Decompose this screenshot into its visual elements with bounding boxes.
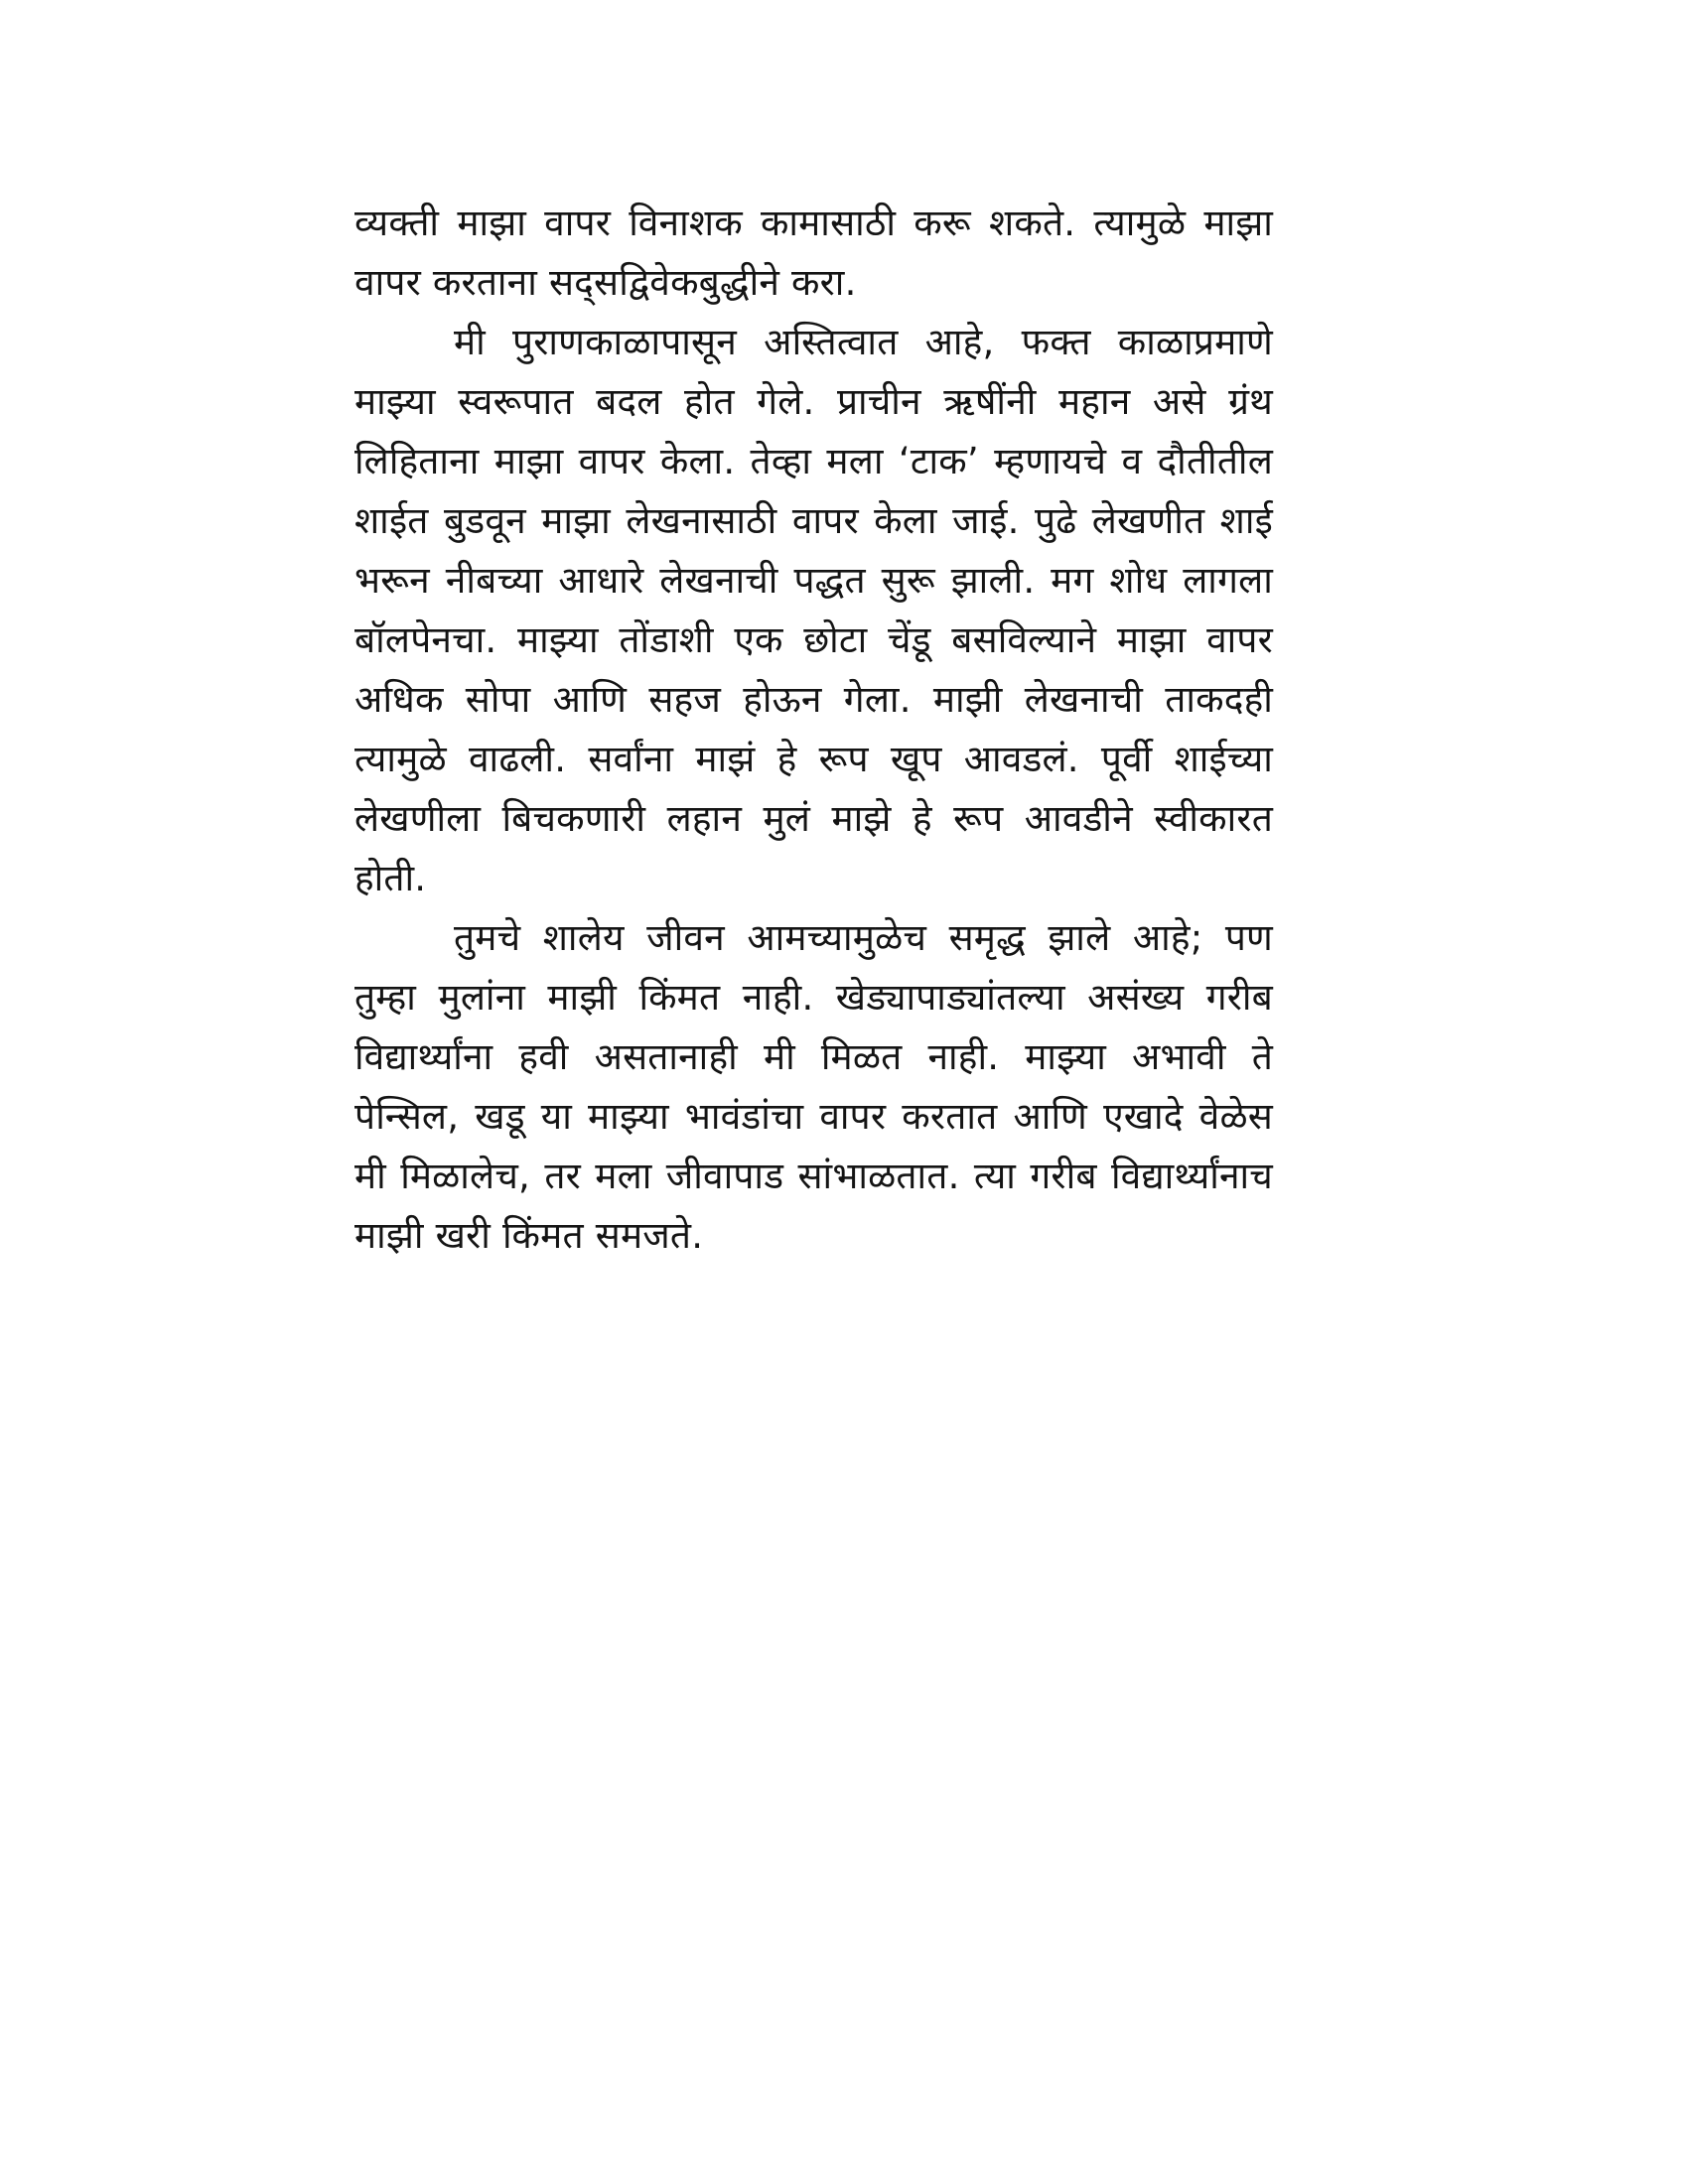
paragraph-3: तुमचे शालेय जीवन आमच्यामुळेच समृद्ध झाले आहे; पण तुम्हा मुलांना माझी किंमत नाही. खेड्यापाड्यांतल्या असंख्य गरीब विद्यार्थ्यांना हवी असतानाही मी मिळत नाही. माझ्या अभावी ते पेन्सिल, खडू या माझ्या भावंडांचा वापर करतात आणि एखादे वेळेस मी मिळालेच, तर मला जीवापाड सांभाळतात. त्या गरीब विद्यार्थ्यांनाच माझी खरी किंमत समजते. bbox=[354, 916, 1273, 1257]
body-text bbox=[354, 194, 1273, 1266]
paragraph-1: व्यक्ती माझा वापर विनाशक कामासाठी करू शकते. त्यामुळे माझा वापर करताना सद्सद्विवेकबुद्धीने करा. bbox=[354, 202, 1273, 304]
paragraph-2: मी पुराणकाळापासून अस्तित्वात आहे, फक्त काळाप्रमाणे माझ्या स्वरूपात बदल होत गेले. प्राचीन ऋषींनी महान असे ग्रंथ लिहिताना माझा वापर केला. तेव्हा मला ‘टाक’ म्हणायचे व दौतीतील शाईत बुडवून माझा लेखनासाठी वापर केला जाई. पुढे लेखणीत शाई भरून नीबच्या आधारे लेखनाची पद्धत सुरू झाली. मग शोध लागला बॉलपेनचा. माझ्या तोंडाशी एक छोटा चेंडू बसविल्याने माझा वापर अधिक सोपा आणि सहज होऊन गेला. माझी लेखनाची ताकदही त्यामुळे वाढली. सर्वांना माझं हे रूप खूप आवडलं. पूर्वी शाईच्या लेखणीला बिचकणारी लहान मुलं माझे हे रूप आवडीने स्वीकारत होती. bbox=[354, 321, 1273, 899]
